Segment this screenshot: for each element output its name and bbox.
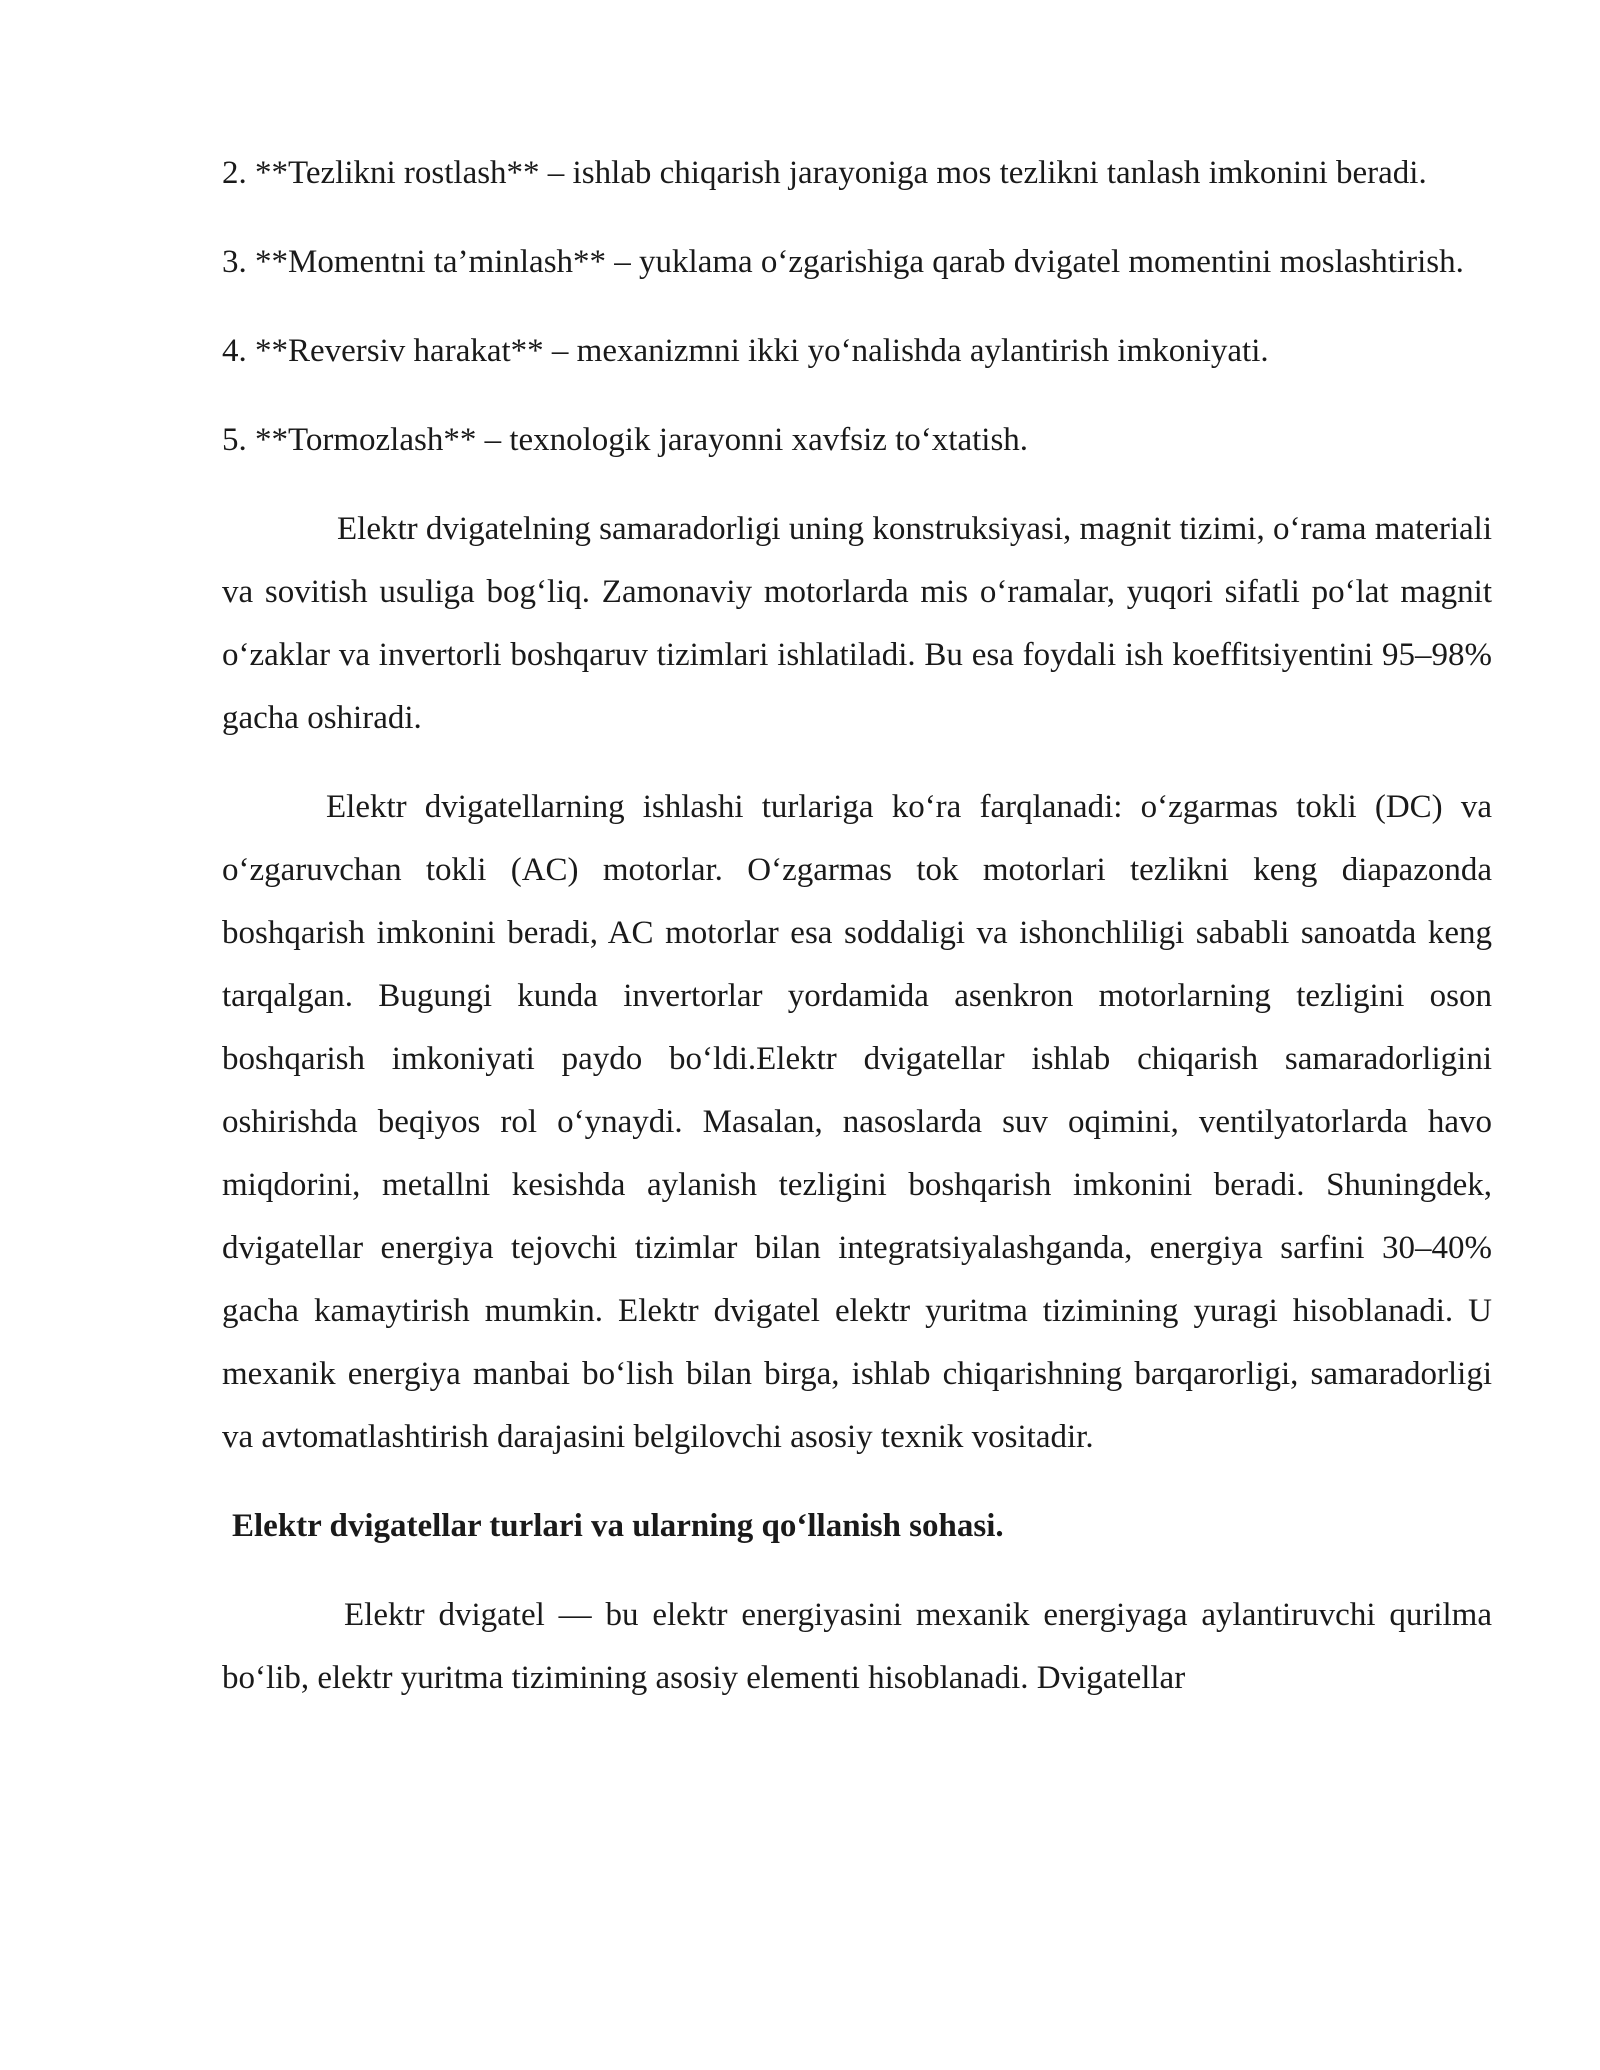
list-item-reversing: 4. **Reversiv harakat** – mexanizmni ikki yo‘nalishda aylantirish imkoniyati. [222,333,1269,369]
document-page [222,142,1492,1736]
list-item-speed-control: 2. **Tezlikni rostlash** – ishlab chiqarish jarayoniga mos tezlikni tanlash imkonini beradi. [222,155,1427,191]
section-heading: Elektr dvigatellar turlari va ularning qo‘llanish sohasi. [232,1508,1004,1544]
paragraph-definition: Elektr dvigatel — bu elektr energiyasini mexanik energiyaga aylantiruvchi qurilma bo‘lib, elektr yuritma tizimining asosiy elementi hisoblanadi. Dvigatellar [222,1597,1492,1696]
list-item-braking: 5. **Tormozlash** – texnologik jarayonni xavfsiz to‘xtatish. [222,422,1029,458]
paragraph-efficiency: Elektr dvigatelning samaradorligi uning konstruksiyasi, magnit tizimi, o‘rama materiali va sovitish usuliga bog‘liq. Zamonaviy motorlarda mis o‘ramalar, yuqori sifatli po‘lat magnit o‘zaklar va invertorli boshqaruv tizimlari ishlatiladi. Bu esa foydali ish koeffitsiyentini 95–98% gacha oshiradi. [222,511,1492,736]
list-item-torque: 3. **Momentni ta’minlash** – yuklama o‘zgarishiga qarab dvigatel momentini moslashtirish. [222,244,1464,280]
paragraph-motor-types: Elektr dvigatellarning ishlashi turlariga ko‘ra farqlanadi: o‘zgarmas tokli (DC) va o‘zgaruvchan tokli (AC) motorlar. O‘zgarmas tok motorlari tezlikni keng diapazonda boshqarish imkonini beradi, AC motorlar esa soddaligi va ishonchliligi sababli sanoatda keng tarqalgan. Bugungi kunda invertorlar yordamida asenkron motorlarning tezligini oson boshqarish imkoniyati paydo bo‘ldi.Elektr dvigatellar ishlab chiqarish samaradorligini oshirishda beqiyos rol o‘ynaydi. Masalan, nasoslarda suv oqimini, ventilyatorlarda havo miqdorini, metallni kesishda aylanish tezligini boshqarish imkonini beradi. Shuningdek, dvigatellar energiya tejovchi tizimlar bilan integratsiyalashganda, energiya sarfini 30–40% gacha kamaytirish mumkin. Elektr dvigatel elektr yuritma tizimining yuragi hisoblanadi. U mexanik energiya manbai bo‘lish bilan birga, ishlab chiqarishning barqarorligi, samaradorligi va avtomatlashtirish darajasini belgilovchi asosiy texnik vositadir. [222,789,1492,1455]
